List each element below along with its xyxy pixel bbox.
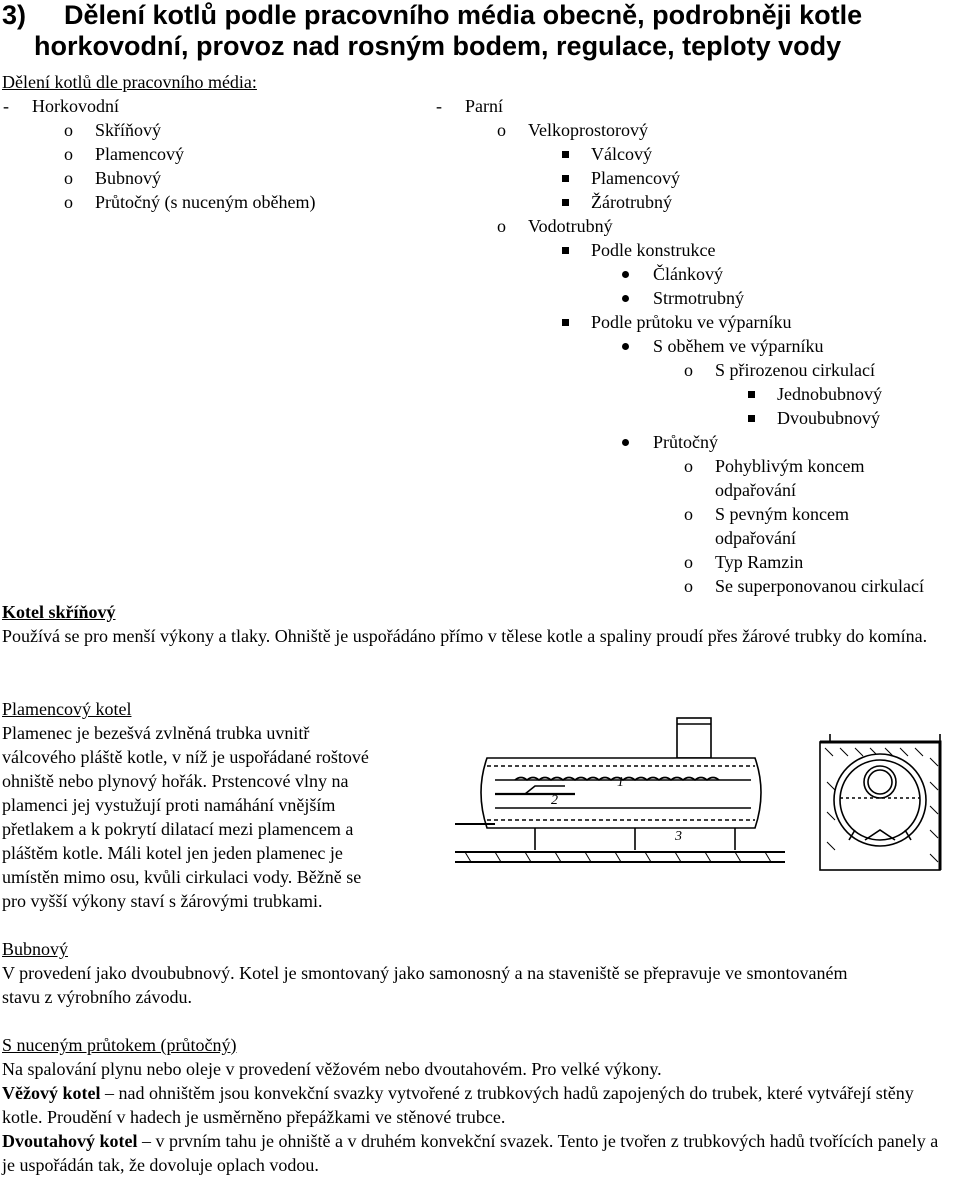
dvoutahovy-text: – v prvním tahu je ohniště a v druhém konvekční svazek. Tento je tvořen z trubkových hadů tvořících panely a je uspořádán tak, že dovoluje oplach vodou. [2, 1131, 939, 1175]
section-text-skrinovy: Používá se pro menší výkony a tlaky. Ohniště je uspořádáno přímo v tělese kotle a spaliny proudí přes žárové trubky do komína. [2, 626, 928, 646]
list-item: Plamencový [591, 168, 680, 188]
heading-number: 3) [2, 0, 27, 30]
paragraph-line: plamenci jej vystužují proti namáhání vnějším [2, 795, 336, 815]
list-item: Průtočný [653, 432, 718, 452]
list-item: Plamencový [95, 144, 184, 164]
circle-bullet: o [684, 360, 693, 380]
horkovodni-label: Horkovodní [32, 96, 119, 116]
paragraph-dvoutahovy [2, 1129, 947, 1177]
list-item: Článkový [653, 264, 723, 284]
parni-label: Parní [465, 96, 503, 116]
figure-label: 2 [551, 793, 558, 808]
section-title-skrinovy: Kotel skříňový [2, 602, 116, 622]
list-item: Průtočný (s nuceným oběhem) [95, 192, 316, 212]
square-bullet-icon [562, 199, 569, 206]
list-item: Velkoprostorový [528, 120, 648, 140]
dvoutahovy-label: Dvoutahový kotel [2, 1131, 138, 1151]
list-item: Typ Ramzin [715, 552, 804, 572]
dash-marker: - [436, 96, 442, 116]
section-text-nuceny: Na spalování plynu nebo oleje v provedení věžovém nebo dvoutahovém. Pro velké výkony. [2, 1059, 662, 1079]
section-title-nuceny: S nuceným průtokem (průtočný) [2, 1035, 237, 1055]
heading-line-2: horkovodní, provoz nad rosným bodem, regulace, teploty vody [34, 31, 842, 61]
paragraph-line: pláštěm kotle. Máli kotel jen jeden plamenec je [2, 843, 343, 863]
paragraph-line: válcového pláště kotle, v níž je uspořádané roštové [2, 747, 369, 767]
list-item: Podle konstrukce [591, 240, 716, 260]
paragraph-line: pro vyšší výkony staví s žárovými trubkami. [2, 891, 323, 911]
circle-bullet: o [64, 168, 73, 188]
list-item: Válcový [591, 144, 652, 164]
circle-bullet: o [497, 120, 506, 140]
dash-marker: - [3, 96, 9, 116]
round-bullet-icon [622, 271, 629, 278]
section-title-bubnovy: Bubnový [2, 939, 69, 959]
circle-bullet: o [64, 192, 73, 212]
circle-bullet: o [497, 216, 506, 236]
vezovy-text: – nad ohništěm jsou konvekční svazky vytvořené z trubkových hadů zapojených do trubek, které vytvářejí stěny kotle. Proudění v hadech je usměrněno přepážkami ve stěnové trubce. [2, 1083, 914, 1127]
list-item: Bubnový [95, 168, 162, 188]
list-item: Strmotrubný [653, 288, 745, 308]
list-item: Se superponovanou cirkulací [715, 576, 924, 596]
figure-label: 3 [675, 829, 682, 844]
paragraph-vezovy [2, 1081, 937, 1129]
square-bullet-icon [562, 151, 569, 158]
circle-bullet: o [684, 504, 693, 524]
list-item: S přirozenou cirkulací [715, 360, 875, 380]
list-item: S oběhem ve výparníku [653, 336, 824, 356]
circle-bullet: o [64, 120, 73, 140]
list-item-continuation: odpařování [715, 528, 796, 548]
list-item: Vodotrubný [528, 216, 613, 236]
square-bullet-icon [562, 247, 569, 254]
paragraph-line: Plamenec je bezešvá zvlněná trubka uvnitř [2, 723, 310, 743]
classification-title: Dělení kotlů dle pracovního média: [2, 72, 257, 92]
square-bullet-icon [562, 175, 569, 182]
list-item: S pevným koncem [715, 504, 849, 524]
paragraph-line: umístěn mimo osu, kvůli cirkulaci vody. Běžně se [2, 867, 362, 887]
list-item: Žárotrubný [591, 192, 672, 212]
circle-bullet: o [684, 456, 693, 476]
round-bullet-icon [622, 295, 629, 302]
circle-bullet: o [684, 552, 693, 572]
heading-line-1: Dělení kotlů podle pracovního média obecně, podrobněji kotle [64, 0, 863, 30]
square-bullet-icon [748, 391, 755, 398]
circle-bullet: o [684, 576, 693, 596]
paragraph-line: přetlakem a k pokrytí dilatací mezi plamencem a [2, 819, 354, 839]
list-item: Podle průtoku ve výparníku [591, 312, 792, 332]
list-item: Dvoububnový [777, 408, 880, 428]
boiler-drawing-svg [455, 712, 957, 872]
paragraph-line: ohniště nebo plynový hořák. Prstencové vlny na [2, 771, 349, 791]
list-item: Skříňový [95, 120, 162, 140]
boiler-drawing [455, 712, 957, 872]
circle-bullet: o [64, 144, 73, 164]
vezovy-label: Věžový kotel [2, 1083, 101, 1103]
figure-label: 1 [617, 775, 624, 790]
section-text-bubnovy: V provedení jako dvoububnový. Kotel je smontovaný jako samonosný a na staveniště se přepravuje ve smontovaném stavu z výrobního závodu. [2, 963, 848, 1007]
round-bullet-icon [622, 439, 629, 446]
round-bullet-icon [622, 343, 629, 350]
list-item: Jednobubnový [777, 384, 882, 404]
square-bullet-icon [748, 415, 755, 422]
section-title-plamencovy: Plamencový kotel [2, 699, 132, 719]
list-item-continuation: odpařování [715, 480, 796, 500]
list-item: Pohyblivým koncem [715, 456, 865, 476]
square-bullet-icon [562, 319, 569, 326]
